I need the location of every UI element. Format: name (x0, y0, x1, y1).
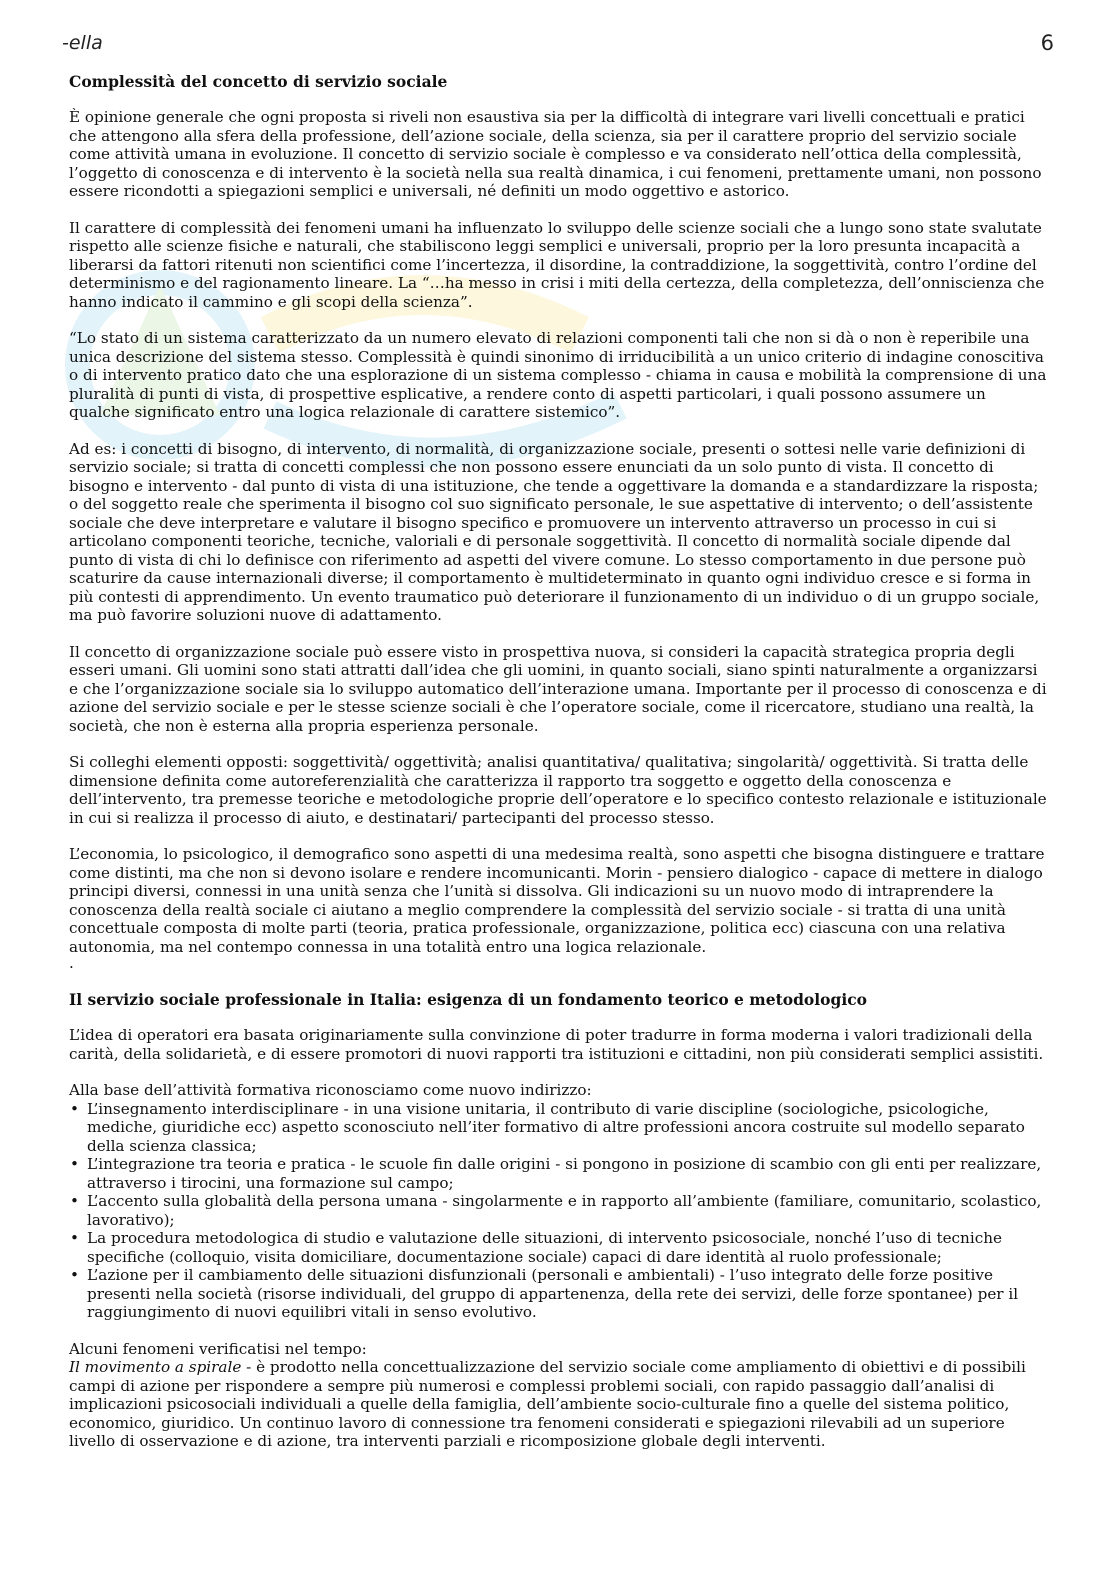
section-title-servizio-italia: Il servizio sociale professionale in Italia: esigenza di un fondamento teorico e metodologico (69, 990, 867, 1009)
section-title-complessita: Complessità del concetto di servizio sociale (69, 72, 448, 91)
phenomena-intro: Alcuni fenomeni verificatisi nel tempo: (69, 1339, 367, 1358)
paragraph: Si colleghi elementi opposti: soggettività/ oggettività; analisi quantitativa/ qualitativa; singolarità/ oggettività. Si tratta delle dimensione definita come autoreferenzialità che caratterizza il rapporto tra soggetto e oggetto della conoscenza e dell’intervento, tra premesse teoriche e metodologiche proprie dell’operatore e lo specifico contesto relazionale e istituzionale in cui si realizza il processo di aiuto, e destinatari/ partecipanti del processo stesso. (69, 753, 1047, 827)
list-item: • L’accento sulla globalità della persona umana - singolarmente e in rapporto all’ambiente (familiare, comunitario, scolastico, lavorativo); (87, 1192, 1051, 1229)
document-body (69, 72, 1051, 1469)
list-intro: Alla base dell’attività formativa riconosciamo come nuovo indirizzo: (69, 1081, 592, 1099)
list-item: • L’azione per il cambiamento delle situazioni disfunzionali (personali e ambientali) - l’uso integrato delle forze positive presenti nella società (risorse individuali, del gruppo di appartenenza, della rete dei servizi, delle forze spontanee) per il raggiungimento di nuovi equilibri vitali in senso evolutivo. (87, 1266, 1051, 1322)
paragraph: Ad es: i concetti di bisogno, di intervento, di normalità, di organizzazione sociale, presenti o sottesi nelle varie definizioni di servizio sociale; si tratta di concetti complessi che non possono essere enunciati da un solo punto di vista. Il concetto di bisogno e intervento - dal punto di vista di una istituzione, che tende a oggettivare la domanda e a standardizzare la risposta; o del soggetto reale che sperimenta il bisogno col suo significato personale, le sue aspettative di intervento; o dell’assistente sociale che deve interpretare e valutare il bisogno specifico e promuovere un intervento attraverso un processo in cui si articolano componenti teoriche, tecniche, valoriali e di personale soggettività. Il concetto di normalità sociale dipende dal punto di vista di chi lo definisce con riferimento ad aspetti del vivere comune. Lo stesso comportamento in due persone può scaturire da cause internazionali diverse; il comportamento è multideterminato in quanto ogni individuo cresce e si forma in più contesti di apprendimento. Un evento traumatico può deteriorare il funzionamento di un individuo o di un gruppo sociale, ma può favorire soluzioni nuove di adattamento. (69, 439, 1040, 624)
paragraph: Il carattere di complessità dei fenomeni umani ha influenzato lo sviluppo delle scienze sociali che a lungo sono state svalutate rispetto alle scienze fisiche e naturali, che stabiliscono leggi semplici e universali, proprio per la loro presunta incapacità a liberarsi da fattori ritenuti non scientifici come l’incertezza, il disordine, la contraddizione, la soggettività, contro l’ordine del determinismo e del ragionamento lineare. La “…ha messo in crisi i miti della certezza, della completezza, dell’onniscienza che hanno indicato il cammino e gli scopi della scienza”. (69, 218, 1045, 311)
spiral-text: - è prodotto nella concettualizzazione del servizio sociale come ampliamento di obiettivi e di possibili campi di azione per rispondere a sempre più numerosi e complessi problemi sociali, con rapido passaggio dall’analisi di implicazioni psicosociali individuali a quelle della famiglia, dell’ambiente socio-culturale fino a quelle del sistema politico, economico, giuridico. Un continuo lavoro di connessione tra fenomeni considerati e spiegazioni rilevabili ad un superiore livello di osservazione e di azione, tra interventi parziali e ricomposizione globale degli interventi. (69, 1358, 1026, 1450)
paragraph: L’idea di operatori era basata originariamente sulla convinzione di poter tradurre in forma moderna i valori tradizionali della carità, della solidarietà, e di essere promotori di nuovi rapporti tra istituzioni e cittadini, non più considerati semplici assistiti. (69, 1026, 1044, 1063)
list-item: • L’integrazione tra teoria e pratica - le scuole fin dalle origini - si pongono in posizione di scambio con gli enti per realizzare, attraverso i tirocini, una formazione sul campo; (87, 1155, 1051, 1192)
spiral-term: Il movimento a spirale (69, 1358, 242, 1376)
paragraph: L’economia, lo psicologico, il demografico sono aspetti di una medesima realtà, sono aspetti che bisogna distinguere e trattare come distinti, ma che non si devono isolare e rendere incomunicanti. Morin - pensiero dialogico - capace di mettere in dialogo principi diversi, connessi in una unità senza che l’unità si dissolva. Gli indicazioni su un nuovo modo di intraprendere la conoscenza della realtà sociale ci aiutano a meglio comprendere la complessità del servizio sociale - si tratta di una unità concettuale composta di molte parti (teoria, pratica professionale, organizzazione, politica ecc) ciascuna con una relativa autonomia, ma nel contempo connessa in una totalità entro una logica relazionale. (69, 845, 1045, 956)
paragraph: Il concetto di organizzazione sociale può essere visto in prospettiva nuova, si consideri la capacità strategica propria degli esseri umani. Gli uomini sono stati attratti dall’idea che gli uomini, in quanto sociali, siano spinti naturalmente a organizzarsi e che l’organizzazione sociale sia lo sviluppo automatico dell’interazione umana. Importante per il processo di conoscenza e di azione del servizio sociale e per le stesse scienze sociali è che l’operatore sociale, come il ricercatore, studiano una realtà, la società, che non è esterna alla propria esperienza personale. (69, 642, 1047, 735)
header-author: -ella (62, 32, 103, 54)
page-number: 6 (1040, 31, 1054, 55)
spiral-paragraph (69, 1358, 1051, 1451)
paragraph: È opinione generale che ogni proposta si riveli non esaustiva sia per la difficoltà di integrare vari livelli concettuali e pratici che attengono alla sfera della professione, dell’azione sociale, della scienza, sia per il carattere proprio del servizio sociale come attività umana in evoluzione. Il concetto di servizio sociale è complesso e va considerato nell’ottica della complessità, l’oggetto di conoscenza e di intervento è la società nella sua realtà dinamica, i cui fenomeni, prettamente umani, non possono essere ricondotti a spiegazioni semplici e universali, né definiti un modo oggettivo e astorico. (69, 108, 1042, 200)
list-item: • La procedura metodologica di studio e valutazione delle situazioni, di intervento psicosociale, nonché l’uso di tecniche specifiche (colloquio, visita domiciliare, documentazione sociale) capaci di dare identità al ruolo professionale; (87, 1229, 1051, 1266)
bullet-list (69, 1100, 1051, 1322)
trailing-dot: . (69, 954, 74, 972)
quote-paragraph: “Lo stato di un sistema caratterizzato da un numero elevato di relazioni componenti tali che non si dà o non è reperibile una unica descrizione del sistema stesso. Complessità è quindi sinonimo di irriducibilità a un unico criterio di indagine conoscitiva o di intervento pratico dato che una esplorazione di un sistema complesso - chiama in causa e mobilità la comprensione di una pluralità di punti di vista, di prospettive esplicative, a rendere conto di aspetti particolari, i quali possono assumere un qualche significato entro una logica relazionale di carattere sistemico”. (69, 329, 1047, 421)
list-item: • L’insegnamento interdisciplinare - in una visione unitaria, il contributo di varie discipline (sociologiche, psicologiche, mediche, giuridiche ecc) aspetto sconosciuto nell’iter formativo di altre professioni ancora costruite sul modello separato della scienza classica; (87, 1100, 1051, 1156)
